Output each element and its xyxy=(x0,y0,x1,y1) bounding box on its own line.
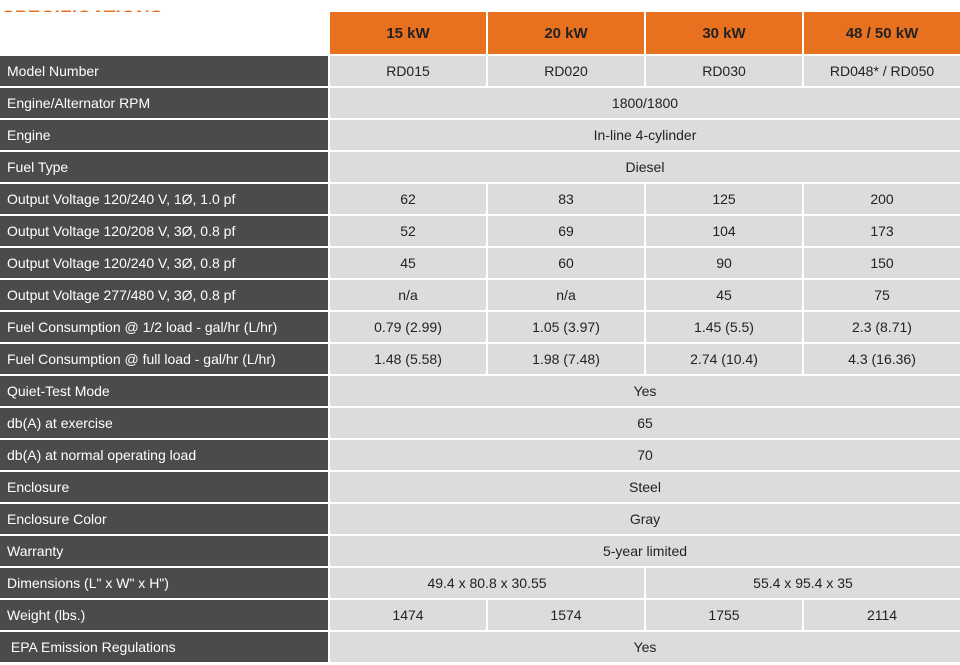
row-label: Fuel Consumption @ 1/2 load - gal/hr (L/hr) xyxy=(0,312,328,344)
table-cell: 2114 xyxy=(802,600,960,632)
table-row xyxy=(0,280,960,312)
table-cell: 4.3 (16.36) xyxy=(802,344,960,376)
table-row xyxy=(0,184,960,216)
table-row xyxy=(0,56,960,88)
table-row xyxy=(0,152,960,184)
table-row xyxy=(0,248,960,280)
row-label: Output Voltage 277/480 V, 3Ø, 0.8 pf xyxy=(0,280,328,312)
table-cell: 1755 xyxy=(644,600,802,632)
table-cell: In-line 4-cylinder xyxy=(328,120,960,152)
table-row xyxy=(0,312,960,344)
row-label: Output Voltage 120/208 V, 3Ø, 0.8 pf xyxy=(0,216,328,248)
table-row xyxy=(0,376,960,408)
table-row xyxy=(0,504,960,536)
row-label: db(A) at exercise xyxy=(0,408,328,440)
table-cell: 0.79 (2.99) xyxy=(328,312,486,344)
column-header-30kw: 30 kW xyxy=(644,12,802,56)
table-cell: 150 xyxy=(802,248,960,280)
column-header-48-50kw: 48 / 50 kW xyxy=(802,12,960,56)
table-cell: 1574 xyxy=(486,600,644,632)
table-cell: 75 xyxy=(802,280,960,312)
table-cell: 1800/1800 xyxy=(328,88,960,120)
row-label: Dimensions (L" x W" x H") xyxy=(0,568,328,600)
table-cell: 173 xyxy=(802,216,960,248)
row-label: db(A) at normal operating load xyxy=(0,440,328,472)
table-row xyxy=(0,88,960,120)
table-cell: RD048* / RD050 xyxy=(802,56,960,88)
table-cell: 2.74 (10.4) xyxy=(644,344,802,376)
row-label: Output Voltage 120/240 V, 3Ø, 0.8 pf xyxy=(0,248,328,280)
table-cell: RD030 xyxy=(644,56,802,88)
row-label: Enclosure Color xyxy=(0,504,328,536)
table-cell: 104 xyxy=(644,216,802,248)
table-cell: 2.3 (8.71) xyxy=(802,312,960,344)
table-row xyxy=(0,568,960,600)
table-row xyxy=(0,120,960,152)
table-cell: 65 xyxy=(328,408,960,440)
table-cell: 90 xyxy=(644,248,802,280)
table-cell: 70 xyxy=(328,440,960,472)
table-cell: RD015 xyxy=(328,56,486,88)
table-cell: 1.48 (5.58) xyxy=(328,344,486,376)
row-label: Output Voltage 120/240 V, 1Ø, 1.0 pf xyxy=(0,184,328,216)
table-cell: 200 xyxy=(802,184,960,216)
table-cell: 83 xyxy=(486,184,644,216)
table-cell: 45 xyxy=(644,280,802,312)
table-cell: RD020 xyxy=(486,56,644,88)
table-cell: Steel xyxy=(328,472,960,504)
header-corner xyxy=(0,12,328,56)
table-cell: 49.4 x 80.8 x 30.55 xyxy=(328,568,644,600)
table-cell: 45 xyxy=(328,248,486,280)
table-cell: 5-year limited xyxy=(328,536,960,568)
table-cell: 1.45 (5.5) xyxy=(644,312,802,344)
table-cell: n/a xyxy=(328,280,486,312)
table-cell: 52 xyxy=(328,216,486,248)
table-cell: 1.98 (7.48) xyxy=(486,344,644,376)
row-label: Weight (lbs.) xyxy=(0,600,328,632)
specifications-table xyxy=(0,12,960,662)
table-row xyxy=(0,344,960,376)
table-cell: n/a xyxy=(486,280,644,312)
table-cell: Gray xyxy=(328,504,960,536)
row-label: Engine/Alternator RPM xyxy=(0,88,328,120)
table-row xyxy=(0,632,960,662)
row-label: Engine xyxy=(0,120,328,152)
table-cell: 55.4 x 95.4 x 35 xyxy=(644,568,960,600)
table-cell: 60 xyxy=(486,248,644,280)
row-label: Warranty xyxy=(0,536,328,568)
row-label: Fuel Consumption @ full load - gal/hr (L/hr) xyxy=(0,344,328,376)
table-row xyxy=(0,440,960,472)
table-cell: Diesel xyxy=(328,152,960,184)
table-cell: 1474 xyxy=(328,600,486,632)
row-label: Model Number xyxy=(0,56,328,88)
table-cell: Yes xyxy=(328,376,960,408)
column-header-20kw: 20 kW xyxy=(486,12,644,56)
column-header-15kw: 15 kW xyxy=(328,12,486,56)
row-label: Fuel Type xyxy=(0,152,328,184)
table-row xyxy=(0,408,960,440)
table-cell: 69 xyxy=(486,216,644,248)
table-cell: 1.05 (3.97) xyxy=(486,312,644,344)
table-row xyxy=(0,216,960,248)
table-cell: Yes xyxy=(328,632,960,662)
table-row xyxy=(0,536,960,568)
row-label: EPA Emission Regulations xyxy=(0,632,328,662)
table-row xyxy=(0,600,960,632)
table-cell: 125 xyxy=(644,184,802,216)
table-cell: 62 xyxy=(328,184,486,216)
table-row xyxy=(0,472,960,504)
row-label: Enclosure xyxy=(0,472,328,504)
header-row xyxy=(0,12,960,56)
row-label: Quiet-Test Mode xyxy=(0,376,328,408)
